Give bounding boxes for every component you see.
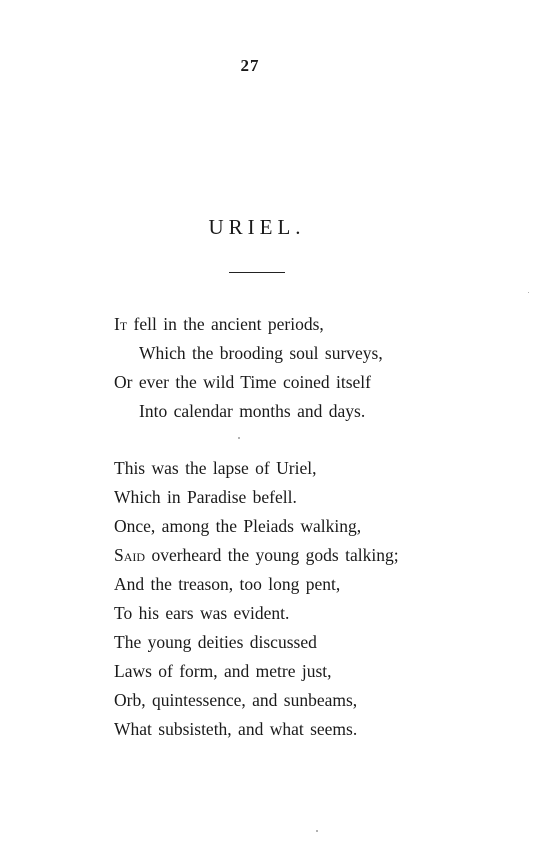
poem-line <box>114 628 399 657</box>
poem-line <box>114 715 399 744</box>
poem-line <box>114 368 383 397</box>
poem-title: URIEL. <box>208 215 306 239</box>
line-text: Which in Paradise befell. <box>114 487 297 507</box>
poem-line <box>114 483 399 512</box>
paper-speck <box>528 292 529 293</box>
line-text: And the treason, too long pent, <box>114 574 341 594</box>
line-text: Or ever the wild Time coined itself <box>114 372 371 392</box>
poem-line <box>114 397 383 426</box>
poem-line <box>114 512 399 541</box>
paper-speck <box>316 830 318 832</box>
poem-line <box>114 541 399 570</box>
line-text: overheard the young gods talking; <box>145 545 399 565</box>
line-text: The young deities discussed <box>114 632 317 652</box>
small-caps-lead: It <box>114 314 128 334</box>
poem-line <box>114 599 399 628</box>
line-text: Into calendar months and days. <box>139 401 366 421</box>
stanza-1 <box>114 310 383 426</box>
line-text: What subsisteth, and what seems. <box>114 719 358 739</box>
line-text: Orb, quintessence, and sunbeams, <box>114 690 358 710</box>
line-text: Which the brooding soul surveys, <box>139 343 383 363</box>
poem-line <box>114 339 383 368</box>
poem-line <box>114 657 399 686</box>
line-text: To his ears was evident. <box>114 603 290 623</box>
page-number: 27 <box>240 56 260 75</box>
line-text: This was the lapse of Uriel, <box>114 458 317 478</box>
line-text: Once, among the Pleiads walking, <box>114 516 362 536</box>
poem-line <box>114 686 399 715</box>
small-caps-lead: Said <box>114 545 146 565</box>
poem-line <box>114 454 399 483</box>
line-text: fell in the ancient periods, <box>127 314 324 334</box>
title-divider <box>229 272 285 273</box>
stanza-2 <box>114 454 399 744</box>
poem-line <box>114 570 399 599</box>
paper-speck <box>238 437 240 439</box>
line-text: Laws of form, and metre just, <box>114 661 332 681</box>
poem-line <box>114 310 383 339</box>
